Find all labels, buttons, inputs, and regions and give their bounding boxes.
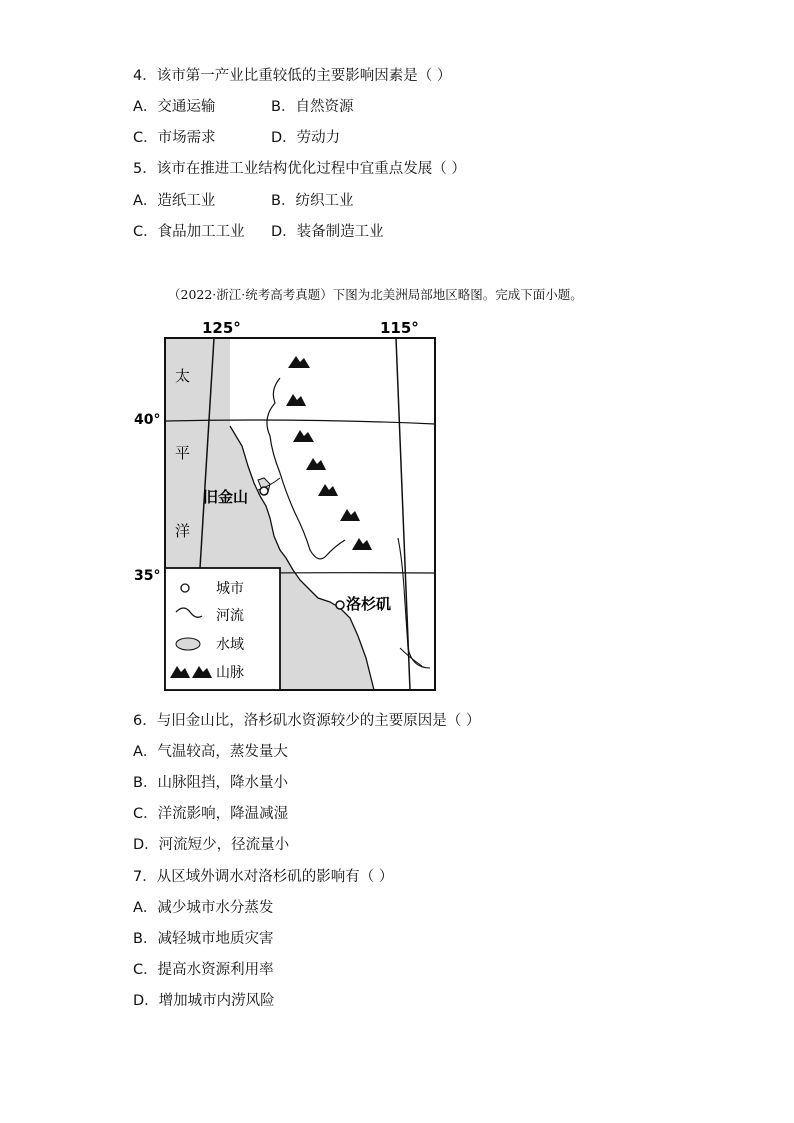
north-america-map [130,318,450,698]
lon-label-115: 115° [380,319,419,337]
q5-option-b[interactable]: B．纺织工业 [271,193,354,209]
lat-label-40: 40° [134,412,161,428]
central-valley-river [267,378,345,559]
legend-label-city: 城市 [216,581,244,597]
ocean-char-3: 洋 [175,522,191,540]
q5-option-c[interactable]: C．食品加工工业 [133,224,245,240]
question-6-stem: 6．与旧金山比，洛杉矶水资源较少的主要原因是（ ） [133,713,481,729]
q5-option-a[interactable]: A．造纸工业 [133,193,216,209]
q7-option-b[interactable]: B．减轻城市地质灾害 [133,931,274,947]
intro-text: （2022·浙江·统考高考真题）下图为北美洲局部地区略图。完成下面小题。 [168,287,583,302]
q6-option-a[interactable]: A．气温较高，蒸发量大 [133,744,288,760]
q4-option-b[interactable]: B．自然资源 [271,99,354,115]
legend-label-water: 水域 [216,637,244,653]
q6-option-b[interactable]: B．山脉阻挡，降水量小 [133,775,288,791]
legend-label-river: 河流 [216,608,244,624]
question-5-stem: 5．该市在推进工业结构优化过程中宜重点发展（ ） [133,161,466,177]
city-label-sf: 旧金山 [203,488,249,506]
sf-city-marker [260,487,268,495]
q4-option-d[interactable]: D．劳动力 [271,130,341,146]
ocean-char-1: 太 [175,367,191,385]
q5-option-d[interactable]: D．装备制造工业 [271,224,384,240]
q4-option-c[interactable]: C．市场需求 [133,130,216,146]
ocean-char-2: 平 [175,444,191,462]
q7-option-d[interactable]: D．增加城市内涝风险 [133,993,275,1009]
q6-option-d[interactable]: D．河流短少，径流量小 [133,837,290,853]
question-7-stem: 7．从区域外调水对洛杉矶的影响有（ ） [133,869,394,885]
la-river [398,538,430,668]
q7-option-a[interactable]: A．减少城市水分蒸发 [133,900,274,916]
la-city-marker [336,601,344,609]
legend-label-mountain: 山脉 [216,665,244,681]
q7-option-c[interactable]: C．提高水资源利用率 [133,962,274,978]
lon-label-125: 125° [202,319,241,337]
city-label-la: 洛杉矶 [346,595,392,613]
q6-option-c[interactable]: C．洋流影响，降温减湿 [133,806,289,822]
q4-option-a[interactable]: A．交通运输 [133,99,216,115]
question-4-stem: 4．该市第一产业比重较低的主要影响因素是（ ） [133,68,452,84]
lat-label-35: 35° [134,568,161,584]
